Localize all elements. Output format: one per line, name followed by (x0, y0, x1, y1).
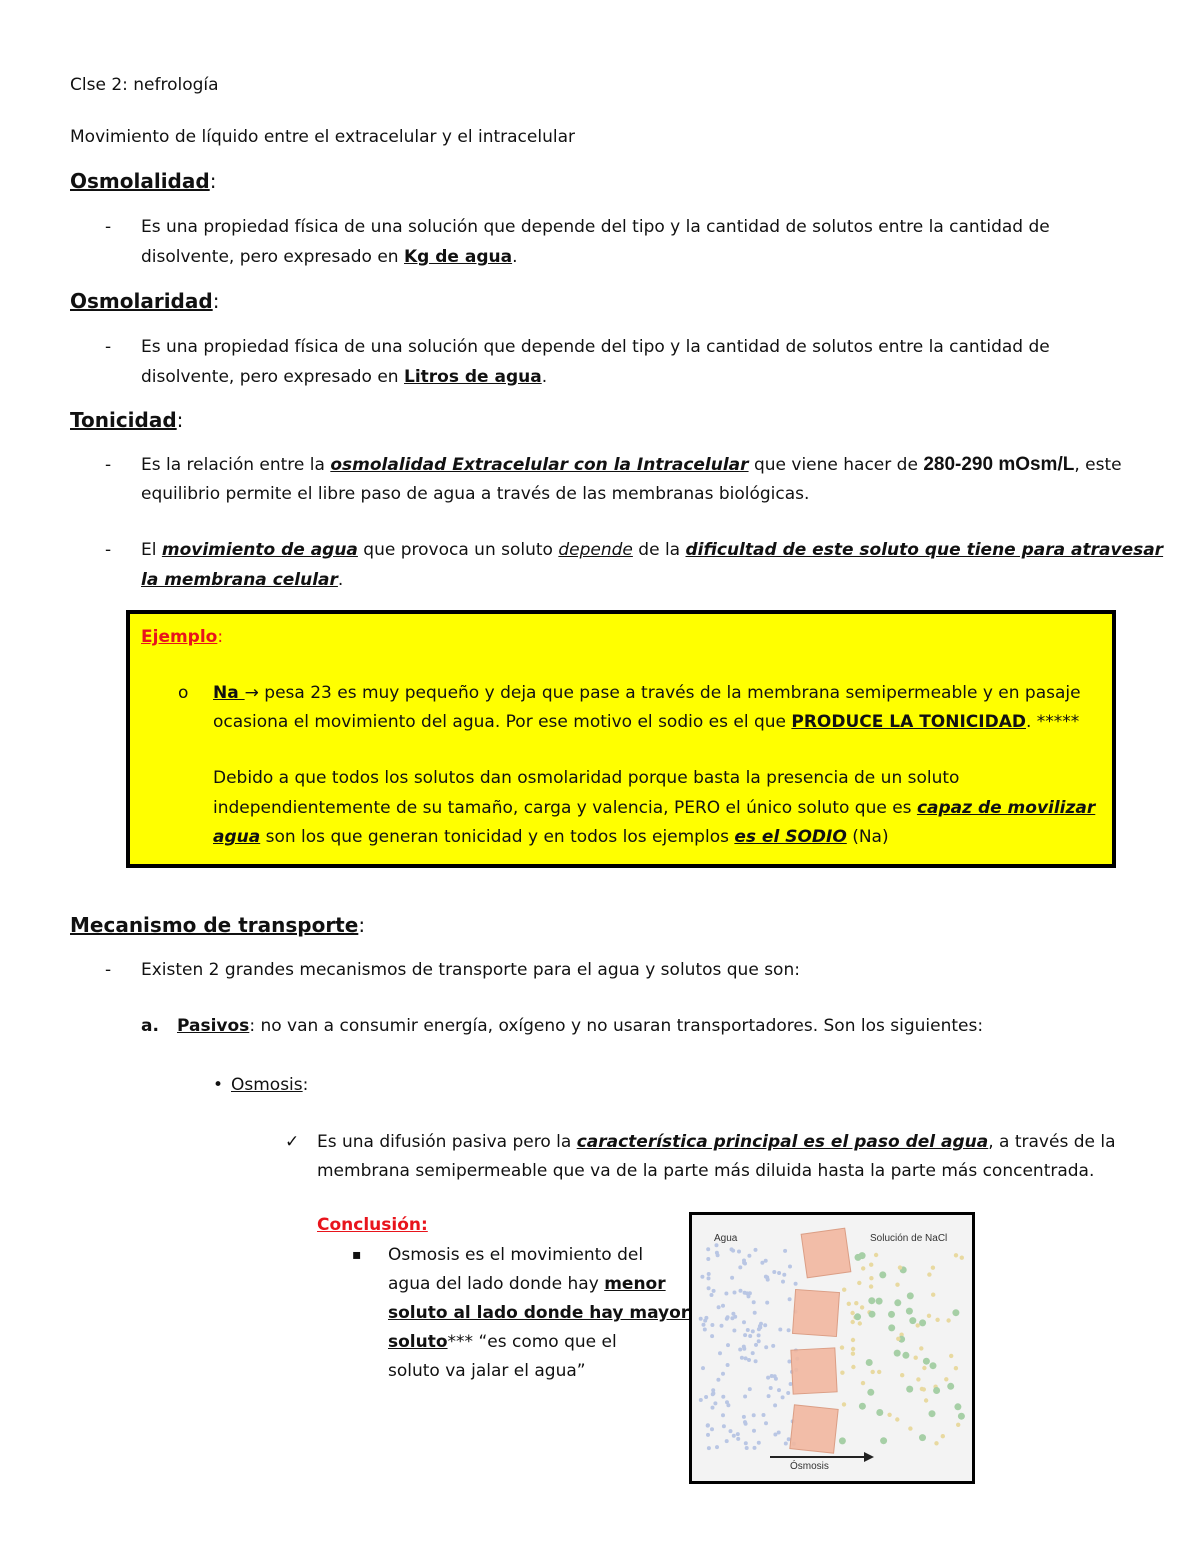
water-molecule-dot (777, 1271, 781, 1275)
water-molecule-dot (738, 1265, 742, 1269)
sodium-ion-dot (907, 1292, 914, 1299)
water-molecule-dot (707, 1446, 711, 1450)
check-icon: ✓ (285, 1132, 300, 1152)
water-molecule-dot (745, 1446, 749, 1450)
conclusion-line3: soluto al lado donde hay mayor (388, 1303, 690, 1323)
conclusion-line2: agua del lado donde hay menor (388, 1274, 666, 1294)
water-molecule-dot (739, 1289, 743, 1293)
water-molecule-dot (770, 1374, 774, 1378)
water-molecule-dot (794, 1282, 798, 1286)
water-molecule-dot (787, 1360, 791, 1364)
solute-dot (900, 1373, 904, 1377)
water-molecule-dot (786, 1391, 790, 1395)
water-molecule-dot (753, 1446, 757, 1450)
sodium-ion-dot (867, 1389, 874, 1396)
solute-dot (919, 1346, 923, 1350)
water-molecule-dot (704, 1395, 708, 1399)
sodium-ion-dot (954, 1403, 961, 1410)
dash-marker: - (105, 337, 112, 357)
water-molecule-dot (746, 1328, 750, 1332)
mecanismo-bullet1: Existen 2 grandes mecanismos de transporte para el agua y solutos que son: (141, 960, 800, 980)
sodium-ion-dot (855, 1254, 862, 1261)
solute-dot (851, 1320, 855, 1324)
water-molecule-dot (721, 1372, 725, 1376)
water-molecule-dot (706, 1257, 710, 1261)
osmolaridad-line2: disolvente, pero expresado en Litros de agua. (141, 367, 548, 387)
water-molecule-dot (747, 1294, 751, 1298)
water-molecule-dot (747, 1254, 751, 1258)
water-side-label: Agua (714, 1233, 738, 1244)
pasivos-line: Pasivos: no van a consumir energía, oxígeno y no usaran transportadores. Son los siguientes: (177, 1016, 984, 1036)
sodium-ion-dot (894, 1350, 901, 1357)
solute-dot (851, 1347, 855, 1351)
water-molecule-dot (788, 1297, 792, 1301)
section-mecanismo-heading: Mecanismo de transporte: (70, 913, 366, 937)
sodium-ion-dot (869, 1311, 876, 1318)
water-molecule-dot (718, 1351, 722, 1355)
sodium-ion-dot (876, 1298, 883, 1305)
solute-dot (851, 1352, 855, 1356)
water-molecule-dot (726, 1363, 730, 1367)
water-molecule-dot (710, 1323, 714, 1327)
osmosis-arrow-label: Ósmosis (790, 1461, 829, 1472)
dash-marker: - (105, 217, 112, 237)
solute-dot (927, 1314, 931, 1318)
water-molecule-dot (715, 1445, 719, 1449)
solute-dot (869, 1284, 873, 1288)
solute-dot (874, 1253, 878, 1257)
membrane-segment (801, 1228, 851, 1278)
dash-marker: - (105, 455, 112, 475)
solute-dot (949, 1354, 953, 1358)
water-molecule-dot (721, 1395, 725, 1399)
water-molecule-dot (771, 1344, 775, 1348)
osmosis-diagram (689, 1212, 975, 1484)
solute-dot (960, 1256, 964, 1260)
sodium-ion-dot (876, 1409, 883, 1416)
water-molecule-dot (743, 1333, 747, 1337)
water-molecule-dot (769, 1386, 773, 1390)
water-molecule-dot (699, 1398, 703, 1402)
sodium-ion-dot (952, 1309, 959, 1316)
sodium-ion-dot (888, 1324, 895, 1331)
water-molecule-dot (706, 1247, 710, 1251)
solute-dot (857, 1281, 861, 1285)
solute-dot (931, 1266, 935, 1270)
sodium-ion-dot (919, 1319, 926, 1326)
water-molecule-dot (787, 1328, 791, 1332)
solute-dot (858, 1321, 862, 1325)
solute-dot (920, 1387, 924, 1391)
solute-dot (908, 1426, 912, 1430)
water-molecule-dot (717, 1305, 721, 1309)
water-molecule-dot (754, 1359, 758, 1363)
water-molecule-dot (736, 1437, 740, 1441)
water-molecule-dot (777, 1388, 781, 1392)
tonicidad-bullet1-line1: Es la relación entre la osmolalidad Extracelular con la Intracelular que viene hacer de 280-290 mOsm/L, este (141, 454, 1122, 475)
water-molecule-dot (731, 1249, 735, 1253)
solute-dot (895, 1283, 899, 1287)
water-molecule-dot (699, 1317, 703, 1321)
solute-dot (854, 1301, 858, 1305)
water-molecule-dot (759, 1322, 763, 1326)
sodium-ion-dot (906, 1386, 913, 1393)
water-molecule-dot (773, 1433, 777, 1437)
water-molecule-dot (706, 1433, 710, 1437)
sodium-ion-dot (947, 1383, 954, 1390)
water-molecule-dot (757, 1339, 761, 1343)
water-molecule-dot (715, 1251, 719, 1255)
water-molecule-dot (732, 1434, 736, 1438)
sodium-ion-dot (868, 1297, 875, 1304)
sodium-ion-dot (902, 1352, 909, 1359)
solute-dot (842, 1288, 846, 1292)
water-molecule-dot (748, 1334, 752, 1338)
osmosis-check-line2: membrana semipermeable que va de la parte más diluida hasta la parte más concentrada. (317, 1161, 1095, 1181)
dash-marker: - (105, 540, 112, 560)
solute-dot (922, 1366, 926, 1370)
solute-dot (954, 1366, 958, 1370)
solute-dot (941, 1434, 945, 1438)
water-molecule-dot (764, 1421, 768, 1425)
water-molecule-dot (707, 1286, 711, 1290)
water-molecule-dot (726, 1315, 730, 1319)
water-molecule-dot (737, 1250, 741, 1254)
sodium-ion-dot (929, 1410, 936, 1417)
water-molecule-dot (760, 1261, 764, 1265)
sodium-ion-dot (888, 1311, 895, 1318)
water-molecule-dot (706, 1424, 710, 1428)
water-molecule-dot (757, 1441, 761, 1445)
sodium-ion-dot (958, 1413, 965, 1420)
water-molecule-dot (740, 1356, 744, 1360)
example-line1: Na → pesa 23 es muy pequeño y deja que pase a través de la membrana semipermeable y en pasaje (213, 683, 1081, 703)
solute-dot (871, 1370, 875, 1374)
water-molecule-dot (744, 1356, 748, 1360)
water-molecule-dot (752, 1429, 756, 1433)
water-molecule-dot (725, 1400, 729, 1404)
sodium-ion-dot (930, 1362, 937, 1369)
tonicidad-bullet1-line2: equilibrio permite el libre paso de agua a través de las membranas biológicas. (141, 484, 810, 504)
water-molecule-dot (730, 1276, 734, 1280)
water-molecule-dot (789, 1382, 793, 1386)
water-molecule-dot (778, 1328, 782, 1332)
water-molecule-dot (763, 1323, 767, 1327)
membrane-segment (791, 1348, 837, 1394)
osmolaridad-line1: Es una propiedad física de una solución que depende del tipo y la cantidad de solutos entre la cantidad de (141, 337, 1050, 357)
water-molecule-dot (702, 1323, 706, 1327)
arrow-right-icon: → (244, 683, 259, 703)
water-molecule-dot (742, 1415, 746, 1419)
water-molecule-dot (726, 1343, 730, 1347)
solute-dot (877, 1370, 881, 1374)
solute-dot (935, 1318, 939, 1322)
solute-dot (869, 1276, 873, 1280)
water-molecule-dot (707, 1272, 711, 1276)
water-molecule-dot (781, 1395, 785, 1399)
water-molecule-dot (703, 1319, 707, 1323)
bullet-dot-icon: • (213, 1075, 224, 1095)
solute-dot (887, 1413, 891, 1417)
solute-dot (861, 1381, 865, 1385)
water-molecule-dot (782, 1273, 786, 1277)
sodium-ion-dot (906, 1308, 913, 1315)
section-osmolaridad-heading: Osmolaridad: (70, 289, 220, 313)
water-molecule-dot (710, 1427, 714, 1431)
water-molecule-dot (700, 1275, 704, 1279)
water-molecule-dot (710, 1293, 714, 1297)
solute-dot (956, 1423, 960, 1427)
osmosis-diagram-svg (692, 1215, 972, 1481)
list-marker-a: a. (141, 1016, 159, 1036)
water-molecule-dot (764, 1345, 768, 1349)
water-molecule-dot (747, 1358, 751, 1362)
water-molecule-dot (752, 1413, 756, 1417)
water-molecule-dot (721, 1304, 725, 1308)
water-molecule-dot (716, 1378, 720, 1382)
solute-dot (934, 1441, 938, 1445)
water-molecule-dot (787, 1437, 791, 1441)
sodium-ion-dot (859, 1403, 866, 1410)
tonicidad-bullet2-line1: El movimiento de agua que provoca un soluto depende de la dificultad de este soluto que tiene para atravesar (141, 540, 1164, 560)
water-molecule-dot (772, 1270, 776, 1274)
conclusion-line1: Osmosis es el movimiento del (388, 1245, 644, 1265)
water-molecule-dot (710, 1334, 714, 1338)
solute-dot (896, 1337, 900, 1341)
example-bullet-marker: o (178, 683, 189, 703)
sodium-ion-dot (919, 1434, 926, 1441)
water-molecule-dot (754, 1248, 758, 1252)
water-molecule-dot (773, 1403, 777, 1407)
solute-dot (954, 1253, 958, 1257)
sodium-ion-dot (894, 1299, 901, 1306)
sodium-ion-dot (879, 1271, 886, 1278)
osmolalidad-line2: disolvente, pero expresado en Kg de agua. (141, 247, 518, 267)
example-label: Ejemplo: (141, 627, 224, 647)
water-molecule-dot (731, 1312, 735, 1316)
water-molecule-dot (743, 1395, 747, 1399)
doc-title: Clse 2: nefrología (70, 75, 219, 95)
water-molecule-dot (729, 1429, 733, 1433)
doc-subtitle: Movimiento de líquido entre el extracelular y el intracelular (70, 127, 575, 147)
water-molecule-dot (725, 1439, 729, 1443)
water-molecule-dot (751, 1329, 755, 1333)
dash-marker: - (105, 960, 112, 980)
water-molecule-dot (712, 1289, 716, 1293)
solute-dot (916, 1377, 920, 1381)
water-molecule-dot (711, 1388, 715, 1392)
sodium-ion-dot (909, 1317, 916, 1324)
water-molecule-dot (722, 1424, 726, 1428)
solute-dot (851, 1338, 855, 1342)
solute-dot (898, 1265, 902, 1269)
sodium-ion-dot (866, 1359, 873, 1366)
water-molecule-dot (788, 1265, 792, 1269)
water-molecule-dot (752, 1300, 756, 1304)
water-molecule-dot (762, 1413, 766, 1417)
tonicidad-bullet2-line2: la membrana celular. (141, 570, 344, 590)
osmosis-line: Osmosis: (231, 1075, 309, 1095)
solute-dot (924, 1398, 928, 1402)
osmosis-check-line1: Es una difusión pasiva pero la característica principal es el paso del agua, a través de la (317, 1132, 1116, 1152)
solute-dot (860, 1305, 864, 1309)
solute-dot (840, 1371, 844, 1375)
example-line3: Debido a que todos los solutos dan osmolaridad porque basta la presencia de un soluto (213, 768, 960, 788)
solute-dot (869, 1263, 873, 1267)
water-molecule-dot (751, 1351, 755, 1355)
water-molecule-dot (742, 1345, 746, 1349)
solute-dot (944, 1377, 948, 1381)
conclusion-line4: soluto*** “es como que el (388, 1332, 617, 1352)
example-line5: agua son los que generan tonicidad y en todos los ejemplos es el SODIO (Na) (213, 827, 889, 847)
water-molecule-dot (766, 1376, 770, 1380)
osmolalidad-line1: Es una propiedad física de una solución que depende del tipo y la cantidad de solutos entre la cantidad de (141, 217, 1050, 237)
example-line4: independientemente de su tamaño, carga y valencia, PERO el único soluto que es capaz de movilizar (213, 798, 1096, 818)
section-tonicidad-heading: Tonicidad: (70, 408, 184, 432)
water-molecule-dot (707, 1276, 711, 1280)
water-molecule-dot (720, 1324, 724, 1328)
section-osmolalidad-heading: Osmolalidad: (70, 169, 217, 193)
water-molecule-dot (738, 1348, 742, 1352)
water-molecule-dot (721, 1413, 725, 1417)
sodium-ion-dot (854, 1313, 861, 1320)
water-molecule-dot (765, 1301, 769, 1305)
solute-dot (861, 1266, 865, 1270)
water-molecule-dot (748, 1387, 752, 1391)
solute-dot (927, 1272, 931, 1276)
water-molecule-dot (743, 1420, 747, 1424)
water-molecule-dot (736, 1432, 740, 1436)
conclusion-label: Conclusión: (317, 1215, 428, 1235)
water-molecule-dot (766, 1278, 770, 1282)
example-line2: ocasiona el movimiento del agua. Por ese motivo el sodio es el que PRODUCE LA TONICIDAD. ***** (213, 712, 1080, 732)
conclusion-line5: soluto va jalar el agua” (388, 1361, 586, 1381)
water-molecule-dot (703, 1328, 707, 1332)
water-molecule-dot (757, 1333, 761, 1337)
water-molecule-dot (784, 1442, 788, 1446)
water-molecule-dot (744, 1441, 748, 1445)
solute-dot (914, 1356, 918, 1360)
solute-dot (931, 1293, 935, 1297)
water-molecule-dot (753, 1311, 757, 1315)
solute-dot (847, 1302, 851, 1306)
sodium-ion-dot (923, 1358, 930, 1365)
water-molecule-dot (733, 1291, 737, 1295)
sodium-ion-dot (839, 1437, 846, 1444)
water-molecule-dot (754, 1343, 758, 1347)
water-molecule-dot (732, 1329, 736, 1333)
water-molecule-dot (781, 1280, 785, 1284)
water-molecule-dot (711, 1406, 715, 1410)
water-molecule-dot (783, 1249, 787, 1253)
solute-dot (946, 1318, 950, 1322)
solute-dot (895, 1417, 899, 1421)
solute-dot (851, 1365, 855, 1369)
solute-dot (842, 1402, 846, 1406)
membrane-segment (793, 1290, 840, 1337)
solute-dot (850, 1311, 854, 1315)
water-molecule-dot (730, 1316, 734, 1320)
water-molecule-dot (742, 1320, 746, 1324)
membrane-segment (790, 1405, 838, 1453)
water-molecule-dot (742, 1261, 746, 1265)
water-molecule-dot (713, 1401, 717, 1405)
water-molecule-dot (767, 1394, 771, 1398)
water-molecule-dot (701, 1366, 705, 1370)
nacl-side-label: Solución de NaCl (870, 1233, 948, 1244)
solute-dot (840, 1345, 844, 1349)
square-bullet-icon: ▪ (352, 1247, 362, 1263)
water-molecule-dot (724, 1292, 728, 1296)
sodium-ion-dot (933, 1387, 940, 1394)
sodium-ion-dot (880, 1437, 887, 1444)
